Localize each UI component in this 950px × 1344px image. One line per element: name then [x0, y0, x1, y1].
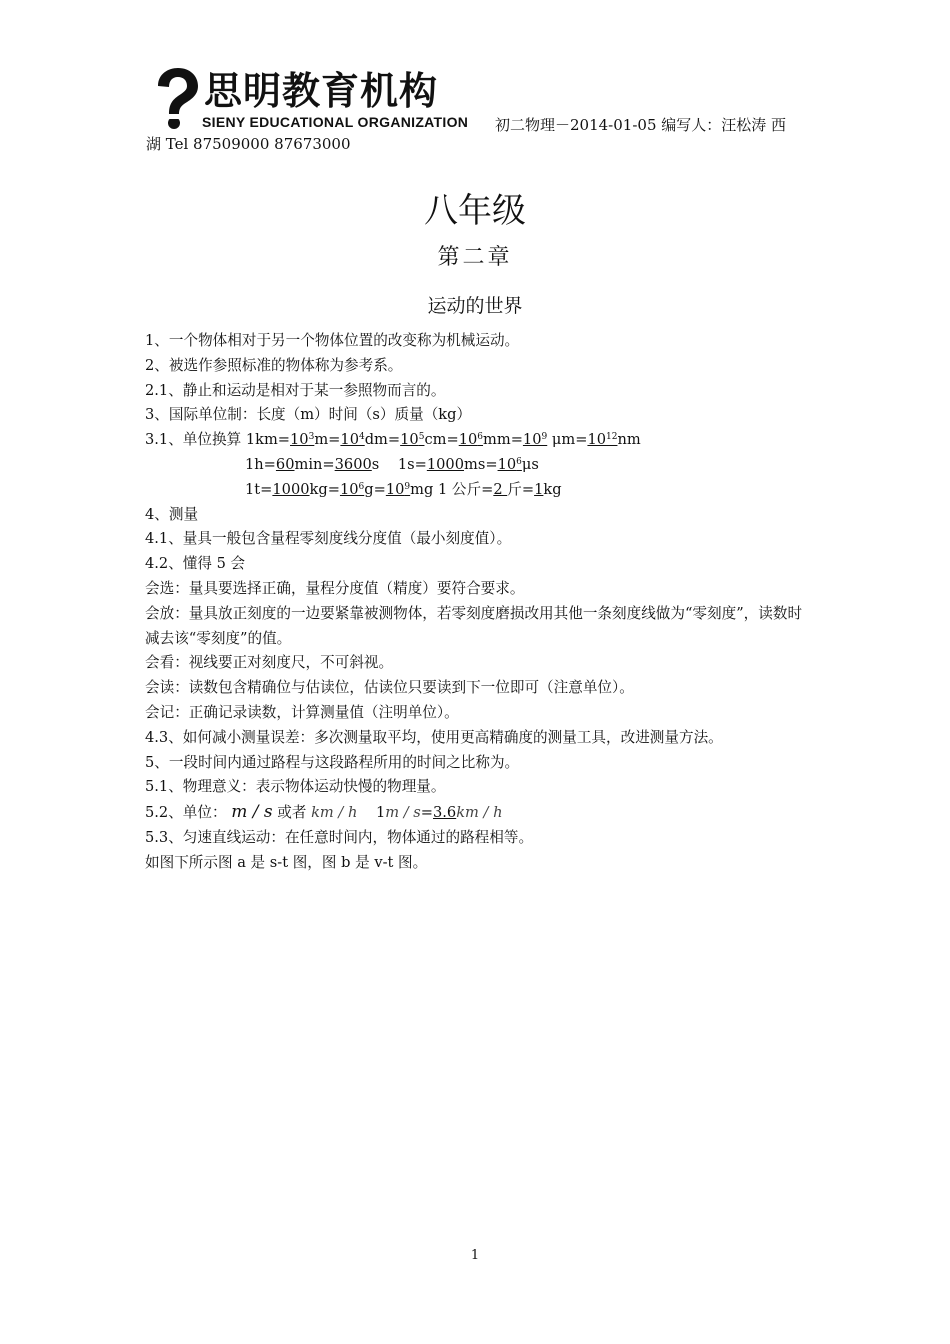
answer-blank: 3600 — [334, 455, 372, 473]
conv-text: 3.1、单位换算 1km= — [145, 431, 291, 449]
answer-blank: 1000 — [272, 480, 310, 498]
answer-blank: $10^4$ — [340, 431, 365, 449]
answer-blank: $10^9$ — [385, 480, 411, 498]
unit-ms: m / s — [231, 802, 273, 823]
page-number: 1 — [470, 1248, 480, 1263]
text-line: 4.2、懂得 5 会 — [145, 555, 246, 573]
text-line: 2.1、静止和运动是相对于某一参照物而言的。 — [145, 381, 446, 399]
answer-blank: $10^6$ — [339, 480, 365, 498]
unit-conversion-mass: $1t=1000kg=10^6g=10^9mg$ 1 公斤=2 斤=1kg — [245, 480, 562, 498]
speed-unit-line: 5.2、单位： m / s 或者 km / h 1m / s=3.6km / h — [145, 802, 503, 823]
text-line: 会看：视线要正对刻度尺，不可斜视。 — [145, 654, 394, 672]
text-line: 会选：量具要选择正确，量程分度值（精度）要符合要求。 — [145, 579, 525, 597]
answer-blank: 3.6 — [433, 804, 457, 822]
text-line: 5.3、匀速直线运动：在任意时间内，物体通过的路程相等。 — [145, 828, 534, 846]
text-line: 会读：读数包含精确位与估读位，估读位只要读到下一位即可（注意单位）。 — [145, 679, 634, 697]
section-title: 运动的世界 — [427, 295, 523, 317]
unit-kmh: km / h — [311, 804, 358, 822]
text-line: 4.1、量具一般包含量程零刻度线分度值（最小刻度值）。 — [145, 530, 512, 548]
unit-conversion-length: 3.1、单位换算 $1km=10^3m=10^4dm=10^5cm=10^6mm=10^9$ $\mu m=10^{12}nm$ — [145, 431, 641, 449]
text-line: 5.1、物理意义：表示物体运动快慢的物理量。 — [145, 778, 446, 796]
chapter-title: 第二章 — [437, 245, 513, 270]
unit-kmh-small: km / h — [456, 804, 503, 822]
answer-blank: 60 — [275, 455, 295, 473]
logo-chinese-name: 思明教育机构 — [204, 69, 439, 113]
unit-conversion-time: 1h=60min=3600s $1s=1000ms=10^6\mu s$ — [245, 455, 539, 473]
text-line: 4.3、如何减小测量误差：多次测量取平均，使用更高精确度的测量工具，改进测量方法。 — [145, 728, 723, 746]
answer-blank: $10^6$ — [458, 431, 484, 449]
answer-blank: $10^3$ — [290, 431, 315, 449]
text-line: 2、被选作参照标准的物体称为参考系。 — [145, 356, 403, 374]
text-line: 如图下所示图 a 是 s-t 图，图 b 是 v-t 图。 — [145, 853, 428, 871]
text-line: 会记：正确记录读数，计算测量值（注明单位）。 — [145, 703, 459, 721]
text-line: 3、国际单位制：长度（m）时间（s）质量（kg） — [145, 406, 472, 424]
text-line: 1、一个物体相对于另一个物体位置的改变称为机械运动。 — [145, 332, 520, 349]
grade-title: 八年级 — [424, 191, 526, 231]
answer-blank: $10^{12}$ — [587, 431, 618, 449]
header-info-line1: 初二物理－2014-01-05 编写人：汪松涛 西 — [495, 116, 787, 134]
answer-blank: 1000 — [426, 455, 464, 473]
text-paragraph: 会放：量具放正刻度的一边要紧靠被测物体，若零刻度磨损改用其他一条刻度线做为“零刻度”，读数时减去该“零刻度”的值。 — [145, 604, 803, 647]
organization-logo — [150, 68, 495, 132]
text-line: 4、测量 — [145, 505, 199, 523]
logo-english-name: SIENY EDUCATIONAL ORGANIZATION — [202, 114, 469, 130]
answer-blank: 1 — [534, 480, 544, 498]
document-body — [145, 329, 810, 876]
answer-blank: $10^5$ — [400, 431, 425, 449]
unit-ms-small: m / s — [385, 804, 421, 822]
header-info-line2: 湖 Tel 87509000 87673000 — [146, 135, 351, 153]
page-header — [146, 68, 816, 158]
answer-blank: $10^6$ — [497, 455, 522, 473]
answer-blank: $10^9$ — [522, 431, 548, 449]
question-mark-logo-icon — [150, 68, 200, 132]
text-line: 5、一段时间内通过路程与这段路程所用的时间之比称为。 — [145, 753, 520, 771]
answer-blank: 2 — [493, 480, 508, 498]
